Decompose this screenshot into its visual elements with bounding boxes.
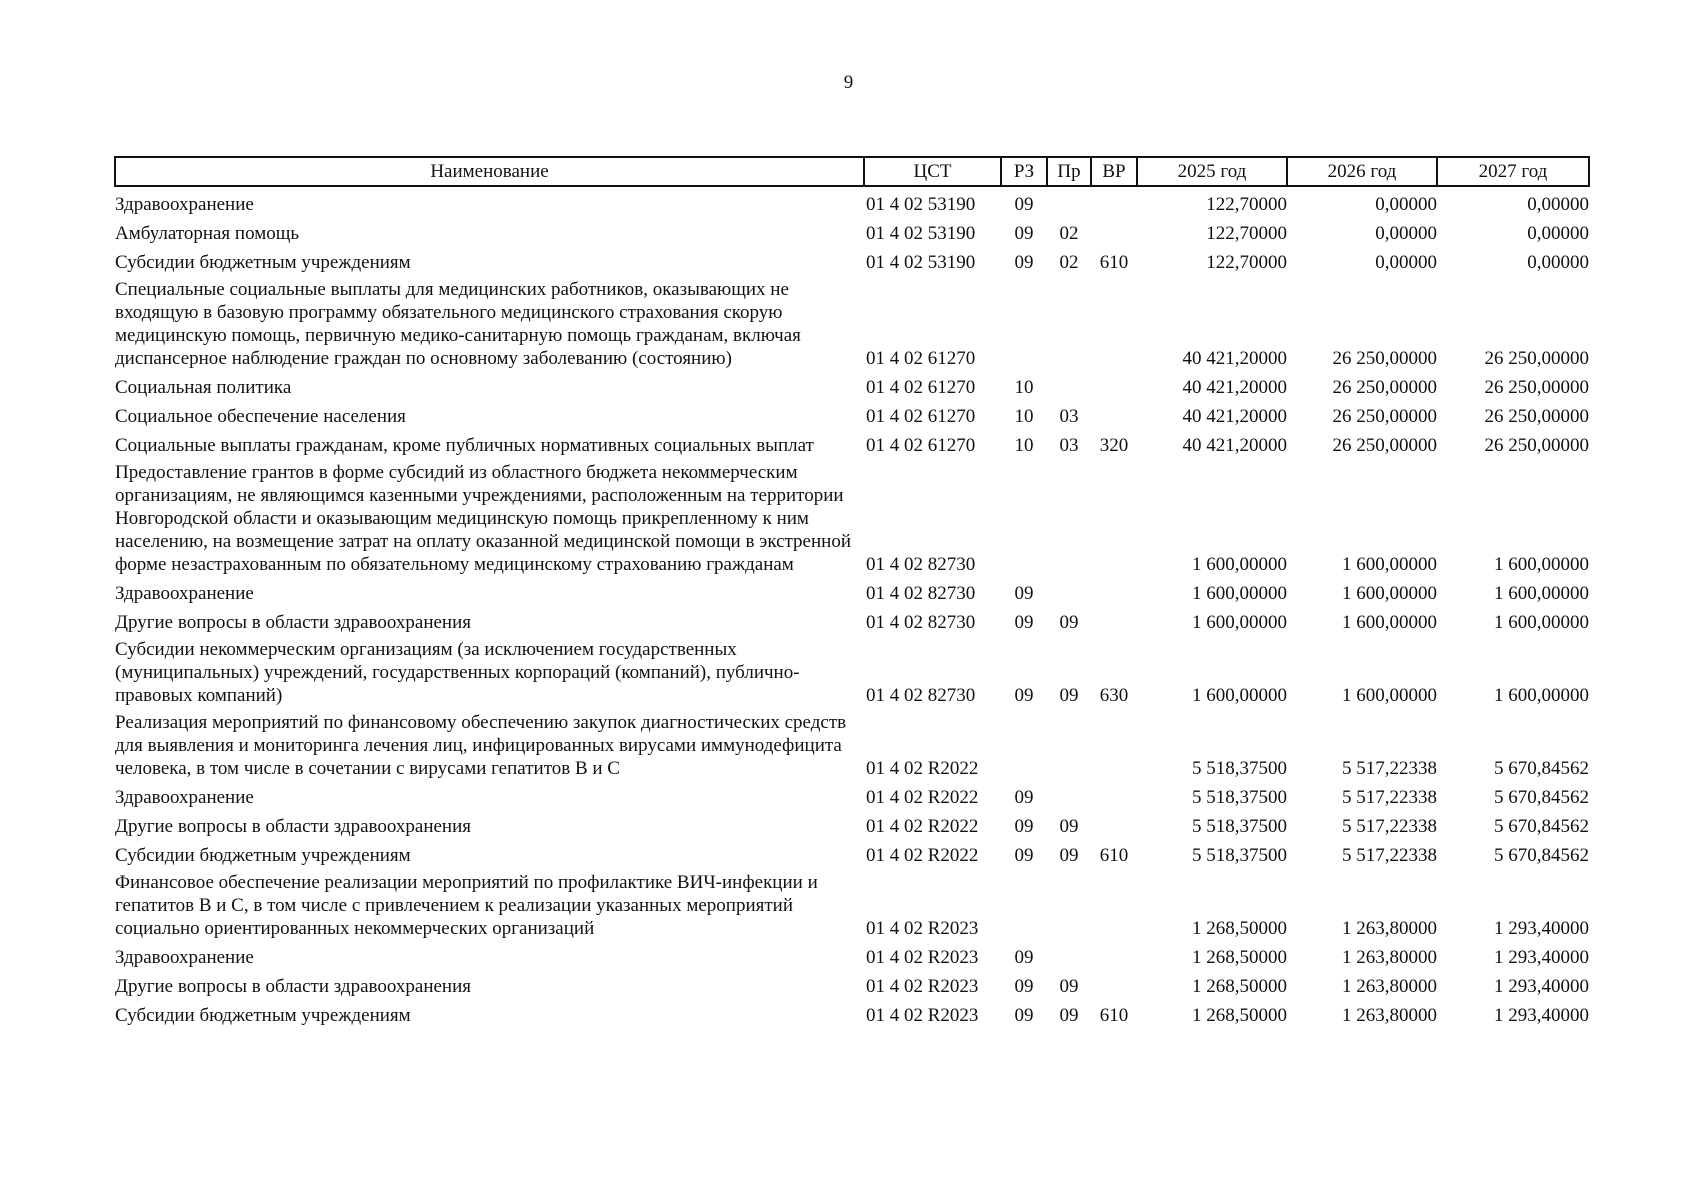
cell-2025: 40 421,20000 [1182, 377, 1287, 398]
cell-cst: 01 4 02 R2022 [866, 758, 979, 779]
cell-pr [1047, 867, 1091, 940]
table-row [115, 399, 1589, 428]
cell-2025: 1 600,00000 [1192, 583, 1287, 604]
budget-table [114, 156, 1590, 1027]
cell-pr [1047, 370, 1091, 399]
cell-2027: 5 670,84562 [1494, 758, 1589, 779]
cell-2026: 1 263,80000 [1342, 918, 1437, 939]
cell-name: Здравоохранение [115, 787, 254, 808]
cell-pr: 02 [1059, 252, 1079, 273]
cell-2027: 1 600,00000 [1494, 612, 1589, 633]
cell-2027: 26 250,00000 [1484, 348, 1589, 369]
cell-2027: 1 293,40000 [1494, 1005, 1589, 1026]
cell-rz: 09 [1014, 583, 1034, 604]
cell-cst: 01 4 02 R2023 [866, 947, 979, 968]
cell-2026: 5 517,22338 [1342, 787, 1437, 808]
table-row [115, 576, 1589, 605]
cell-cst: 01 4 02 82730 [866, 685, 976, 706]
cell-2026: 5 517,22338 [1342, 758, 1437, 779]
table-row [115, 428, 1589, 457]
cell-pr: 09 [1059, 685, 1079, 706]
cell-pr: 03 [1059, 435, 1079, 456]
cell-pr [1047, 940, 1091, 969]
cell-vr [1091, 605, 1137, 634]
cell-name: Специальные социальные выплаты для медицинских работников, оказывающих не входящую в базовую программу обязательного медицинского страхования скорую медицинскую помощь, первичную медико-санитарную помощь гражданам, включая диспансерное наблюдение граждан по основному заболеванию (состоянию) [115, 279, 801, 369]
header-pr: Пр [1047, 157, 1091, 186]
cell-pr [1047, 576, 1091, 605]
cell-2025: 122,70000 [1206, 223, 1287, 244]
cell-2027: 1 600,00000 [1494, 583, 1589, 604]
cell-vr [1091, 370, 1137, 399]
cell-2025: 1 268,50000 [1192, 976, 1287, 997]
cell-name: Финансовое обеспечение реализации мероприятий по профилактике ВИЧ-инфекции и гепатитов В и С, в том числе с привлечением к реализации указанных мероприятий социально ориентированных некоммерческих организаций [115, 872, 818, 939]
cell-2027: 1 293,40000 [1494, 947, 1589, 968]
cell-vr [1091, 399, 1137, 428]
cell-2026: 1 600,00000 [1342, 554, 1437, 575]
cell-cst: 01 4 02 R2022 [866, 787, 979, 808]
cell-vr [1091, 780, 1137, 809]
cell-2026: 1 600,00000 [1342, 685, 1437, 706]
cell-2026: 26 250,00000 [1332, 435, 1437, 456]
cell-2027: 26 250,00000 [1484, 435, 1589, 456]
page-number: 9 [843, 72, 854, 93]
cell-vr [1091, 707, 1137, 780]
cell-name: Социальные выплаты гражданам, кроме публичных нормативных социальных выплат [115, 435, 814, 456]
cell-vr [1091, 940, 1137, 969]
cell-2025: 1 600,00000 [1192, 685, 1287, 706]
cell-cst: 01 4 02 82730 [866, 583, 976, 604]
cell-2027: 1 600,00000 [1494, 685, 1589, 706]
cell-cst: 01 4 02 R2023 [866, 918, 979, 939]
cell-2025: 1 600,00000 [1192, 554, 1287, 575]
cell-rz: 10 [1014, 377, 1034, 398]
cell-rz: 09 [1014, 845, 1034, 866]
cell-pr: 09 [1059, 976, 1079, 997]
table-row [115, 838, 1589, 867]
cell-cst: 01 4 02 61270 [866, 406, 976, 427]
cell-name: Предоставление грантов в форме субсидий из областного бюджета некоммерческим организациям, не являющимся казенными учреждениями, расположенным на территории Новгородской области и оказывающим медицинскую помощь прикрепленному к ним населению, на возмещение затрат на оплату оказанной медицинской помощи в экстренной форме незастрахованным по обязательному медицинскому страхованию гражданам [115, 462, 851, 575]
cell-cst: 01 4 02 82730 [866, 554, 976, 575]
cell-name: Социальное обеспечение населения [115, 406, 406, 427]
cell-rz: 10 [1014, 435, 1034, 456]
cell-pr: 09 [1059, 1005, 1079, 1026]
cell-2025: 5 518,37500 [1192, 758, 1287, 779]
cell-2027: 0,00000 [1527, 223, 1589, 244]
cell-vr [1091, 186, 1137, 216]
cell-pr [1047, 780, 1091, 809]
cell-pr [1047, 457, 1091, 576]
cell-rz [1001, 867, 1047, 940]
cell-rz [1001, 274, 1047, 370]
cell-2025: 1 600,00000 [1192, 612, 1287, 633]
cell-2026: 26 250,00000 [1332, 377, 1437, 398]
cell-name: Амбулаторная помощь [115, 223, 300, 244]
cell-rz: 10 [1014, 406, 1034, 427]
cell-2025: 5 518,37500 [1192, 787, 1287, 808]
cell-2026: 5 517,22338 [1342, 845, 1437, 866]
cell-name: Другие вопросы в области здравоохранения [115, 816, 472, 837]
cell-rz: 09 [1014, 1005, 1034, 1026]
cell-2027: 1 293,40000 [1494, 918, 1589, 939]
cell-vr: 610 [1099, 1005, 1129, 1026]
cell-name: Субсидии бюджетным учреждениям [115, 845, 411, 866]
table-row [115, 867, 1589, 940]
cell-rz: 09 [1014, 194, 1034, 215]
cell-pr: 09 [1059, 845, 1079, 866]
cell-2027: 1 293,40000 [1494, 976, 1589, 997]
table-row [115, 370, 1589, 399]
cell-rz: 09 [1014, 685, 1034, 706]
cell-name: Реализация мероприятий по финансовому обеспечению закупок диагностических средств для выявления и мониторинга лечения лиц, инфицированных вирусами иммунодефицита человека, в том числе в сочетании с вирусами гепатитов В и С [115, 712, 847, 779]
cell-rz [1001, 707, 1047, 780]
header-rz: РЗ [1001, 157, 1047, 186]
cell-name: Здравоохранение [115, 947, 254, 968]
table-row [115, 605, 1589, 634]
table-row [115, 969, 1589, 998]
header-2025: 2025 год [1137, 157, 1287, 186]
cell-name: Здравоохранение [115, 194, 254, 215]
cell-cst: 01 4 02 53190 [866, 252, 976, 273]
cell-rz: 09 [1014, 947, 1034, 968]
cell-vr [1091, 457, 1137, 576]
header-name: Наименование [115, 157, 864, 186]
header-2027: 2027 год [1437, 157, 1589, 186]
cell-vr [1091, 576, 1137, 605]
table-row [115, 216, 1589, 245]
cell-pr: 03 [1059, 406, 1079, 427]
table-row [115, 457, 1589, 576]
cell-2026: 1 600,00000 [1342, 612, 1437, 633]
cell-pr: 09 [1059, 612, 1079, 633]
cell-cst: 01 4 02 R2023 [866, 1005, 979, 1026]
cell-rz: 09 [1014, 787, 1034, 808]
cell-vr: 630 [1099, 685, 1129, 706]
cell-cst: 01 4 02 R2023 [866, 976, 979, 997]
cell-2027: 5 670,84562 [1494, 787, 1589, 808]
cell-pr: 09 [1059, 816, 1079, 837]
cell-rz: 09 [1014, 816, 1034, 837]
cell-cst: 01 4 02 53190 [866, 223, 976, 244]
cell-name: Другие вопросы в области здравоохранения [115, 976, 472, 997]
cell-2025: 5 518,37500 [1192, 816, 1287, 837]
header-cst: ЦСТ [864, 157, 1001, 186]
header-vr: ВР [1091, 157, 1137, 186]
cell-vr: 610 [1099, 845, 1129, 866]
table-row [115, 940, 1589, 969]
cell-vr: 320 [1099, 435, 1129, 456]
cell-2025: 5 518,37500 [1192, 845, 1287, 866]
cell-name: Субсидии бюджетным учреждениям [115, 1005, 411, 1026]
cell-2025: 122,70000 [1206, 194, 1287, 215]
table-row [115, 274, 1589, 370]
cell-cst: 01 4 02 R2022 [866, 845, 979, 866]
cell-2027: 5 670,84562 [1494, 816, 1589, 837]
cell-2025: 40 421,20000 [1182, 348, 1287, 369]
cell-vr: 610 [1099, 252, 1129, 273]
table-row [115, 998, 1589, 1027]
cell-2026: 26 250,00000 [1332, 406, 1437, 427]
cell-vr [1091, 867, 1137, 940]
cell-pr [1047, 707, 1091, 780]
table-row [115, 245, 1589, 274]
cell-name: Субсидии бюджетным учреждениям [115, 252, 411, 273]
cell-2026: 1 263,80000 [1342, 947, 1437, 968]
table-row [115, 634, 1589, 707]
cell-rz: 09 [1014, 976, 1034, 997]
cell-vr [1091, 216, 1137, 245]
cell-2026: 0,00000 [1375, 223, 1437, 244]
cell-2027: 0,00000 [1527, 252, 1589, 273]
cell-cst: 01 4 02 61270 [866, 348, 976, 369]
cell-name: Субсидии некоммерческим организациям (за исключением государственных (муниципальных) учреждений, государственных корпораций (компаний), публично-правовых компаний) [115, 639, 800, 706]
cell-2025: 1 268,50000 [1192, 918, 1287, 939]
cell-cst: 01 4 02 53190 [866, 194, 976, 215]
cell-2026: 0,00000 [1375, 194, 1437, 215]
cell-2025: 40 421,20000 [1182, 435, 1287, 456]
cell-vr [1091, 809, 1137, 838]
cell-2026: 5 517,22338 [1342, 816, 1437, 837]
cell-2027: 0,00000 [1527, 194, 1589, 215]
cell-2027: 5 670,84562 [1494, 845, 1589, 866]
cell-2026: 26 250,00000 [1332, 348, 1437, 369]
cell-rz: 09 [1014, 252, 1034, 273]
cell-name: Социальная политика [115, 377, 292, 398]
table-row [115, 186, 1589, 216]
cell-cst: 01 4 02 61270 [866, 435, 976, 456]
table-row [115, 780, 1589, 809]
table-row [115, 707, 1589, 780]
cell-rz: 09 [1014, 223, 1034, 244]
cell-pr [1047, 186, 1091, 216]
cell-vr [1091, 274, 1137, 370]
cell-2026: 1 263,80000 [1342, 976, 1437, 997]
table-row [115, 809, 1589, 838]
cell-2025: 122,70000 [1206, 252, 1287, 273]
cell-2027: 26 250,00000 [1484, 377, 1589, 398]
cell-2025: 1 268,50000 [1192, 1005, 1287, 1026]
cell-2026: 1 600,00000 [1342, 583, 1437, 604]
header-2026: 2026 год [1287, 157, 1437, 186]
cell-2025: 40 421,20000 [1182, 406, 1287, 427]
cell-2027: 1 600,00000 [1494, 554, 1589, 575]
cell-pr: 02 [1059, 223, 1079, 244]
cell-rz: 09 [1014, 612, 1034, 633]
cell-2025: 1 268,50000 [1192, 947, 1287, 968]
cell-rz [1001, 457, 1047, 576]
cell-2026: 1 263,80000 [1342, 1005, 1437, 1026]
cell-cst: 01 4 02 82730 [866, 612, 976, 633]
cell-pr [1047, 274, 1091, 370]
cell-name: Здравоохранение [115, 583, 254, 604]
cell-cst: 01 4 02 R2022 [866, 816, 979, 837]
cell-2027: 26 250,00000 [1484, 406, 1589, 427]
cell-2026: 0,00000 [1375, 252, 1437, 273]
table-header-row [115, 157, 1589, 186]
cell-cst: 01 4 02 61270 [866, 377, 976, 398]
cell-vr [1091, 969, 1137, 998]
cell-name: Другие вопросы в области здравоохранения [115, 612, 472, 633]
table-body [115, 186, 1589, 1027]
